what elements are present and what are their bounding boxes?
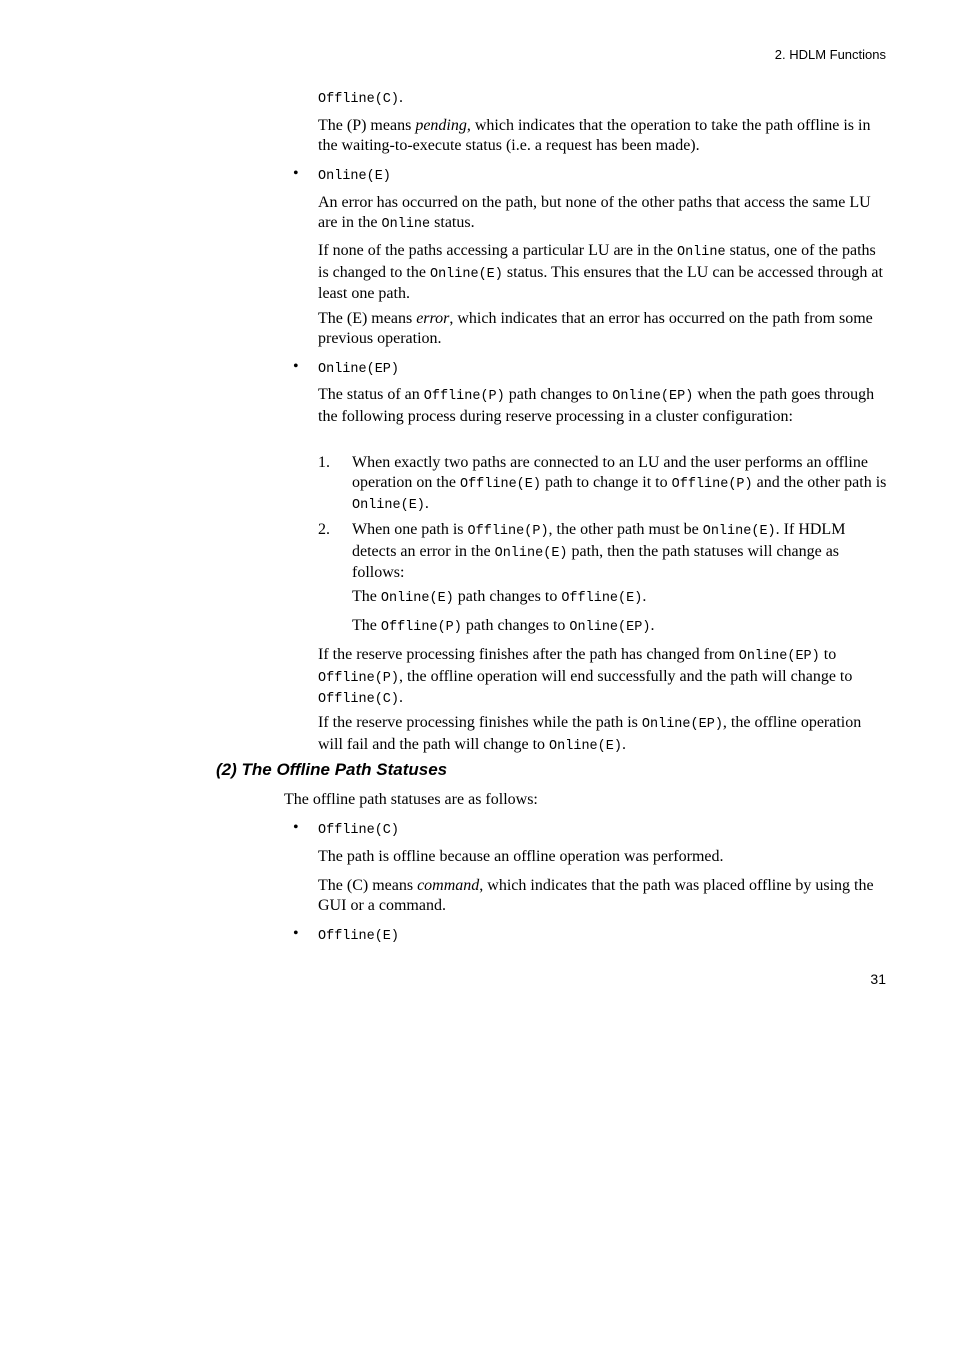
offline-c-para-1: The path is offline because an offline operation was performed. bbox=[318, 848, 724, 865]
list-item-1: When exactly two paths are connected to an LU and the user performs an offline operation on the Offline(E) path to change it to Offline(P) and the other path is Online(E). bbox=[352, 454, 887, 513]
online-e-para-1: An error has occurred on the path, but none of the other paths that access the same LU are in the Online status. bbox=[318, 194, 871, 232]
offline-c-para-2: The (C) means command, which indicates that the path was placed offline by using the GUI or a command. bbox=[318, 877, 874, 914]
label-online-ep: Online(EP) bbox=[318, 362, 400, 377]
list-item-number-2: 2. bbox=[318, 521, 330, 538]
bullet-online-ep: • bbox=[293, 358, 299, 375]
section-heading: (2) The Offline Path Statuses bbox=[216, 760, 448, 779]
online-ep-para-3: If the reserve processing finishes while the path is Online(EP), the offline operation will fail and the path will change to Online(E). bbox=[318, 714, 862, 754]
term-pending: pending bbox=[415, 117, 467, 134]
online-e-para-2: If none of the paths accessing a particular LU are in the Online status, one of the paths is changed to the Online(E) status. This ensures that the LU can be accessed through at least one path. bbox=[318, 242, 883, 302]
bullet-offline-c: • bbox=[293, 819, 299, 836]
label-offline-e: Offline(E) bbox=[318, 929, 400, 944]
online-ep-para-2: If the reserve processing finishes after the path has changed from Online(EP) to Offline(P), the offline operation will end successfully and the path will change to Offline(C). bbox=[318, 646, 853, 707]
online-e-para-3: The (E) means error, which indicates that an error has occurred on the path from some previous operation. bbox=[318, 310, 873, 347]
section-intro: The offline path statuses are as follows: bbox=[284, 791, 538, 808]
path-change-2: The Offline(P) path changes to Online(EP). bbox=[352, 617, 655, 635]
label-offline-c: Offline(C) bbox=[318, 823, 400, 838]
term-command: command bbox=[417, 877, 480, 894]
list-item-2: When one path is Offline(P), the other path must be Online(E). If HDLM detects an error in the Online(E) path, then the path statuses will change as follows: bbox=[352, 521, 846, 581]
offline-c-line: Offline(C). bbox=[318, 89, 404, 107]
running-header: 2. HDLM Functions bbox=[774, 47, 886, 62]
label-online-e: Online(E) bbox=[318, 169, 391, 184]
bullet-online-e: • bbox=[293, 165, 299, 182]
page-number: 31 bbox=[870, 971, 886, 987]
pending-paragraph: The (P) means pending, which indicates that the operation to take the path offline is in the waiting-to-execute status (i.e. a request has been made). bbox=[318, 117, 871, 154]
term-error: error bbox=[416, 310, 450, 327]
bullet-offline-e: • bbox=[293, 925, 299, 942]
list-item-number-1: 1. bbox=[318, 454, 330, 471]
code-offline-c: Offline(C) bbox=[318, 92, 400, 107]
online-ep-para-1: The status of an Offline(P) path changes to Online(EP) when the path goes through the following process during reserve processing in a cluster configuration: bbox=[318, 386, 875, 425]
path-change-1: The Online(E) path changes to Offline(E). bbox=[352, 588, 647, 606]
